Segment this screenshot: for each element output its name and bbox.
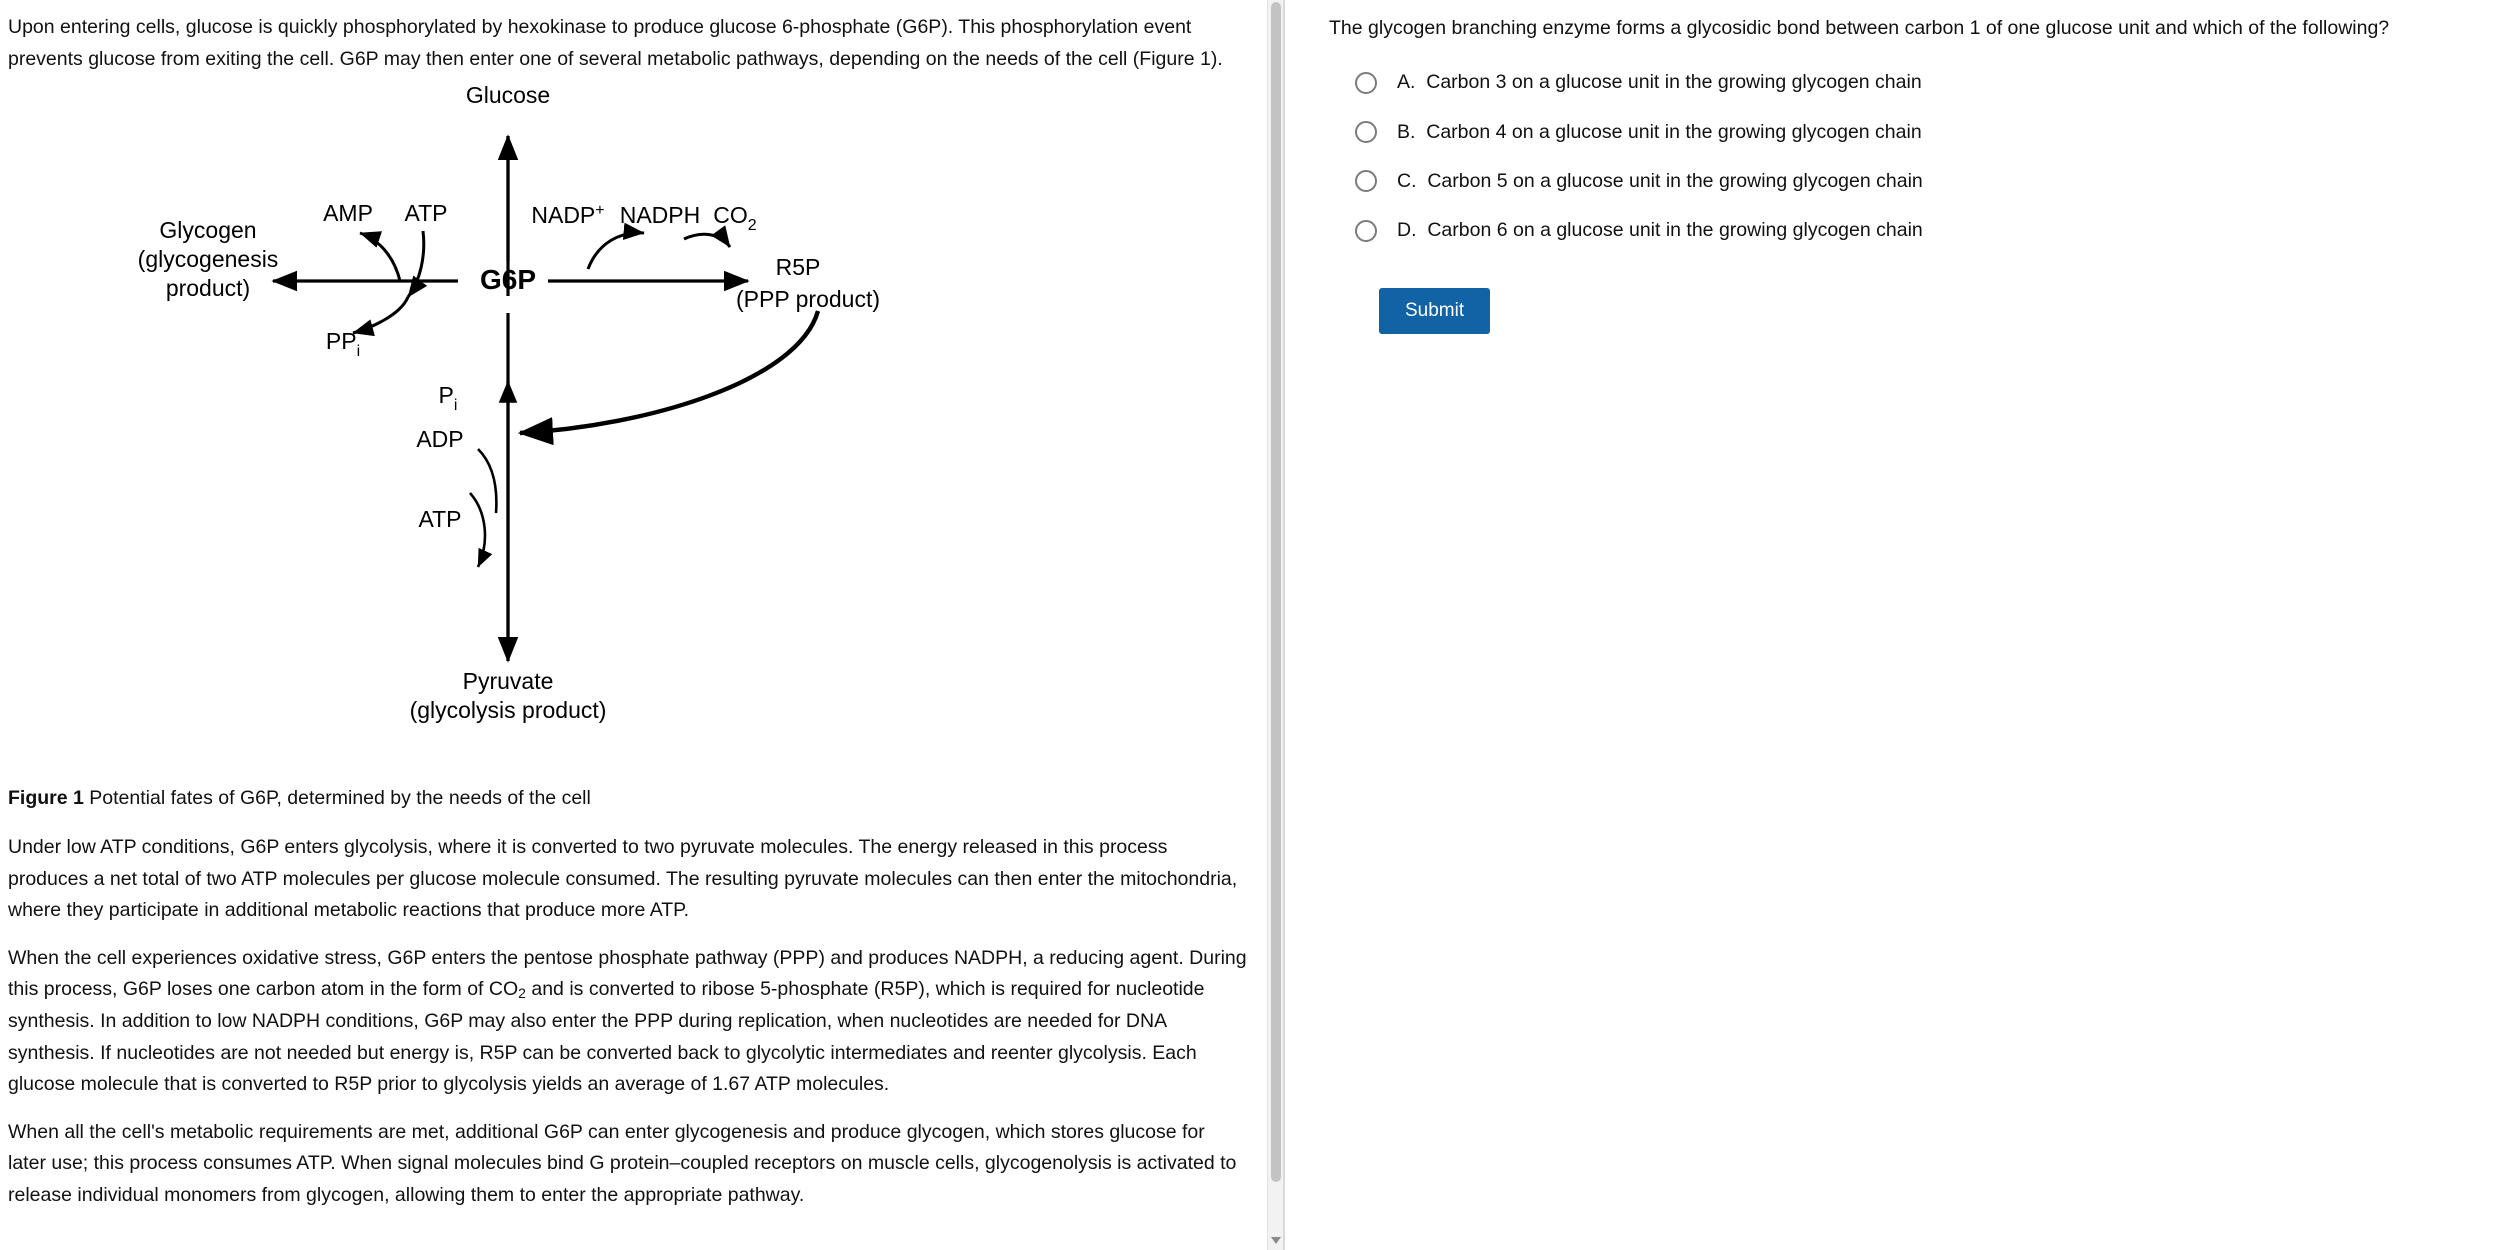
scrollbar-thumb[interactable] [1271, 2, 1281, 1182]
answer-choice-d[interactable] [1329, 217, 2491, 244]
answer-choice-a[interactable] [1329, 69, 2491, 96]
svg-text:ATP: ATP [418, 506, 462, 533]
question-stem: The glycogen branching enzyme forms a glycosidic bond between carbon 1 of one glucose unit and which of the following? [1329, 17, 2390, 39]
svg-text:Glucose: Glucose [465, 82, 551, 109]
answer-choice-d-label: D. Carbon 6 on a glucose unit in the growing glycogen chain [1397, 219, 1923, 242]
passage-paragraph-2: Under low ATP conditions, G6P enters glycolysis, where it is converted to two pyruvate molecules. The energy released in this process produces a net total of two ATP molecules per glucose molecule consumed. The resulting pyruvate molecules can then enter the mitochondria, where they participate in additional metabolic reactions that produce more ATP. [8, 836, 1238, 922]
answer-choice-c-label: C. Carbon 5 on a glucose unit in the growing glycogen chain [1397, 169, 1923, 192]
svg-text:(PPP product): (PPP product) [735, 286, 881, 313]
answer-choice-b-label: B. Carbon 4 on a glucose unit in the growing glycogen chain [1397, 120, 1922, 143]
answer-choice-b[interactable] [1329, 119, 2491, 146]
svg-text:NADP+: NADP+ [531, 202, 605, 229]
svg-text:Pyruvate: Pyruvate [462, 668, 554, 695]
question-pane [1285, 0, 2519, 1250]
scroll-down-arrow-icon[interactable] [1271, 1237, 1281, 1244]
svg-text:Glycogen: Glycogen [159, 217, 257, 244]
radio-button-d[interactable] [1355, 220, 1377, 242]
passage-paragraph-4: When all the cell's metabolic requirements are met, additional G6P can enter glycogenesis and produce glycogen, which stores glucose for later use; this process consumes ATP. When signal molecules bind G protein–coupled receptors on muscle cells, glycogenolysis is activated to release individual monomers from glycogen, allowing them to enter the appropriate pathway. [8, 1120, 1237, 1206]
answer-choices-list [1329, 69, 2491, 244]
svg-text:(glycogenesis: (glycogenesis [137, 246, 279, 273]
svg-text:ATP: ATP [404, 200, 448, 227]
svg-text:NADPH: NADPH [619, 202, 701, 229]
passage-scrollbar[interactable] [1267, 0, 1283, 1250]
svg-text:ADP: ADP [416, 426, 464, 453]
passage-paragraph-1: Upon entering cells, glucose is quickly phosphorylated by hexokinase to produce glucose 6-phosphate (G6P). This phosphorylation event prevents glucose from exiting the cell. G6P may then enter one of several metabolic pathways, depending on the needs of the cell (Figure 1). [8, 16, 1223, 70]
svg-text:AMP: AMP [323, 200, 373, 227]
answer-choice-c[interactable] [1329, 168, 2491, 195]
svg-text:Pi: $P_i$ [438, 382, 458, 415]
svg-text:(glycolysis product): (glycolysis product) [409, 697, 607, 724]
svg-text:PPi: $PP_i$ [325, 328, 361, 361]
svg-text:product): product) [165, 275, 251, 302]
submit-button[interactable]: Submit [1379, 288, 1490, 334]
radio-button-a[interactable] [1355, 72, 1377, 94]
svg-text:R5P: R5P [775, 254, 821, 281]
figure-caption [8, 787, 1261, 810]
figure-1-diagram [8, 81, 1248, 781]
passage-text-continued [8, 832, 1248, 1211]
passage-text [8, 12, 1248, 75]
svg-text:G6P: G6P [479, 264, 537, 296]
radio-button-b[interactable] [1355, 121, 1377, 143]
svg-text:CO2: $CO_2$ [713, 202, 757, 235]
answer-choice-a-label: A. Carbon 3 on a glucose unit in the growing glycogen chain [1397, 71, 1922, 94]
passage-paragraph-3: When the cell experiences oxidative stress, G6P enters the pentose phosphate pathway (PPP) and produces NADPH, a reducing agent. During this process, G6P loses one carbon atom in the form of $CO_2$ and is converted to ribose 5-phosphate (R5P), which is required for nucleotide synthesis. In addition to low NADPH conditions, G6P may also enter the PPP during replication, when nucleotides are needed for DNA synthesis. If nucleotides are not needed but energy is, R5P can be converted back to glycolytic intermediates and reenter glycolysis. Each glucose molecule that is converted to R5P prior to glycolysis yields an average of 1.67 ATP molecules. [8, 946, 1247, 1096]
figure-label: Figure 1 [8, 787, 84, 810]
g6p-pathway-svg [8, 81, 1108, 771]
figure-caption-text: Potential fates of G6P, determined by the needs of the cell [89, 787, 591, 810]
radio-button-c[interactable] [1355, 170, 1377, 192]
